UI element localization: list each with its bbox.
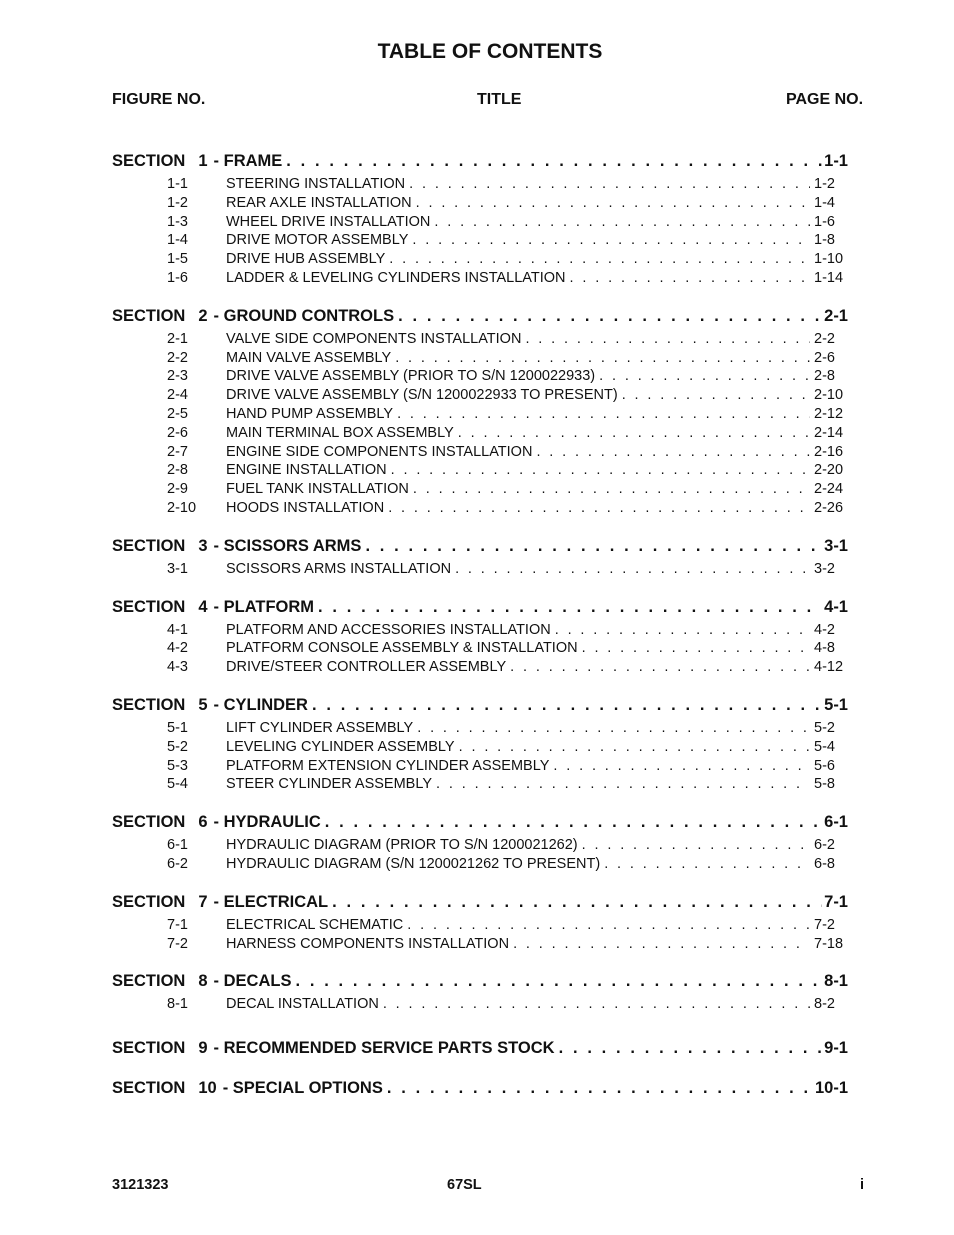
figure-page: 1-2: [814, 176, 835, 192]
section-name: - SPECIAL OPTIONS: [222, 1079, 383, 1098]
figure-title: DRIVE VALVE ASSEMBLY (S/N 1200022933 TO PRESENT): [226, 387, 618, 404]
dot-leader: [365, 537, 822, 556]
section-name: - SCISSORS ARMS: [213, 536, 362, 555]
figure-list: [112, 917, 848, 955]
dot-leader: [559, 1039, 823, 1058]
figure-number: 2-5: [167, 405, 188, 422]
figure-title: HARNESS COMPONENTS INSTALLATION: [226, 935, 510, 952]
figure-list: [112, 996, 848, 1015]
toc-section: [112, 307, 848, 519]
figure-entry[interactable]: [112, 331, 848, 350]
dot-leader: [389, 251, 810, 267]
figure-number: 2-1: [167, 330, 188, 347]
figure-title: STEERING INSTALLATION: [226, 176, 406, 192]
dot-leader: [398, 307, 822, 326]
section-label: SECTION: [112, 695, 186, 714]
figure-title: WHEEL DRIVE INSTALLATION: [226, 213, 431, 230]
figure-entry[interactable]: [112, 481, 848, 500]
figure-number: 2-3: [167, 368, 188, 385]
section-page: 6-1: [824, 813, 848, 832]
section-label: SECTION: [112, 1079, 186, 1098]
figure-entry[interactable]: [112, 462, 848, 481]
dot-leader: [412, 232, 810, 248]
dot-leader: [599, 368, 810, 384]
dot-leader: [325, 813, 822, 832]
figure-number: 2-10: [167, 499, 197, 516]
figure-entry[interactable]: [112, 232, 848, 251]
figure-page: 1-4: [814, 194, 835, 211]
figure-title: MAIN TERMINAL BOX ASSEMBLY: [226, 424, 454, 441]
toc-section: [112, 813, 848, 875]
figure-entry[interactable]: [112, 368, 848, 387]
dot-leader: [409, 176, 810, 192]
dot-leader: [395, 350, 810, 366]
figure-title: PLATFORM AND ACCESSORIES INSTALLATION: [226, 621, 551, 638]
figure-page: 4-12: [814, 659, 844, 676]
figure-title: PLATFORM EXTENSION CYLINDER ASSEMBLY: [226, 757, 550, 774]
section-heading[interactable]: [112, 537, 848, 559]
figure-number: 1-6: [167, 269, 188, 286]
figure-page: 5-4: [814, 738, 835, 755]
dot-leader: [413, 481, 810, 497]
section-heading[interactable]: [112, 307, 848, 329]
figure-entry[interactable]: [112, 659, 848, 678]
figure-page: 3-2: [814, 560, 835, 577]
figure-page: 2-14: [814, 424, 844, 441]
figure-entry[interactable]: [112, 500, 848, 519]
figure-page: 4-8: [814, 640, 835, 657]
figure-number: 5-4: [167, 776, 188, 793]
figure-page: 7-2: [814, 916, 835, 933]
figure-number: 1-5: [167, 251, 188, 268]
dot-leader: [455, 561, 810, 577]
figure-page: 2-16: [814, 443, 844, 460]
figure-entry[interactable]: [112, 176, 848, 195]
table-of-contents: [112, 152, 848, 1101]
figure-entry[interactable]: [112, 195, 848, 214]
dot-leader: [459, 739, 810, 755]
figure-entry[interactable]: [112, 640, 848, 659]
figure-number: 1-2: [167, 194, 188, 211]
figure-title: SCISSORS ARMS INSTALLATION: [226, 560, 452, 577]
section-number: 1: [198, 152, 208, 170]
figure-entry[interactable]: [112, 251, 848, 270]
figure-title: FUEL TANK INSTALLATION: [226, 481, 409, 498]
figure-page: 2-2: [814, 330, 835, 347]
figure-list: [112, 331, 848, 519]
section-number: 10: [198, 1079, 217, 1098]
figure-number: 8-1: [167, 996, 188, 1013]
dot-leader: [295, 972, 822, 991]
figure-page: 6-2: [814, 837, 835, 854]
figure-title: HOODS INSTALLATION: [226, 499, 385, 516]
figure-entry[interactable]: [112, 936, 848, 955]
dot-leader: [318, 598, 822, 617]
figure-page: 5-6: [814, 757, 835, 774]
dot-leader: [513, 936, 810, 952]
section-page: 5-1: [824, 695, 848, 714]
figure-number: 3-1: [167, 560, 188, 577]
section-heading[interactable]: [112, 152, 848, 174]
section-page: 8-1: [824, 972, 848, 991]
figure-number: 2-7: [167, 443, 188, 460]
dot-leader: [312, 696, 822, 715]
section-label: SECTION: [112, 813, 186, 832]
figure-page: 2-12: [814, 405, 844, 422]
section-number: 3: [198, 536, 208, 555]
dot-leader: [434, 214, 810, 230]
dot-leader: [388, 500, 810, 516]
figure-entry[interactable]: [112, 996, 848, 1015]
dot-leader: [407, 917, 810, 933]
dot-leader: [391, 462, 810, 478]
dot-leader: [510, 659, 810, 675]
toc-section: [112, 696, 848, 795]
figure-list: [112, 622, 848, 678]
figure-title: LIFT CYLINDER ASSEMBLY: [226, 719, 414, 736]
section-name: - ELECTRICAL: [213, 892, 329, 911]
section-label: SECTION: [112, 597, 186, 616]
section-heading[interactable]: [112, 893, 848, 915]
figure-title: ENGINE SIDE COMPONENTS INSTALLATION: [226, 443, 533, 460]
figure-page: 1-10: [814, 251, 844, 268]
figure-number: 4-2: [167, 640, 188, 657]
figure-page: 5-2: [814, 719, 835, 736]
figure-number: 4-3: [167, 659, 188, 676]
dot-leader: [570, 270, 810, 286]
figure-page: 1-14: [814, 269, 844, 286]
section-label: SECTION: [112, 536, 186, 555]
section-label: SECTION: [112, 306, 186, 325]
figure-title: HYDRAULIC DIAGRAM (S/N 1200021262 TO PRESENT): [226, 855, 601, 872]
figure-entry[interactable]: [112, 214, 848, 233]
figure-number: 2-8: [167, 462, 188, 479]
section-heading[interactable]: [112, 598, 848, 620]
figure-number: 7-2: [167, 935, 188, 952]
section-page: 2-1: [824, 306, 848, 325]
toc-section: [112, 152, 848, 289]
figure-entry[interactable]: [112, 406, 848, 425]
figure-number: 2-4: [167, 387, 188, 404]
dot-leader: [417, 720, 810, 736]
section-number: 8: [198, 972, 208, 991]
figure-entry[interactable]: [112, 622, 848, 641]
figure-page: 2-24: [814, 481, 844, 498]
toc-section: [112, 1079, 848, 1101]
figure-title: MAIN VALVE ASSEMBLY: [226, 349, 392, 366]
figure-number: 2-9: [167, 481, 188, 498]
section-heading[interactable]: [112, 696, 848, 718]
section-number: 2: [198, 306, 208, 325]
toc-section: [112, 537, 848, 580]
figure-entry[interactable]: [112, 270, 848, 289]
section-page: 4-1: [824, 597, 848, 616]
section-number: 4: [198, 597, 208, 616]
dot-leader: [582, 837, 810, 853]
figure-title: VALVE SIDE COMPONENTS INSTALLATION: [226, 330, 522, 347]
figure-entry[interactable]: [112, 776, 848, 795]
figure-entry[interactable]: [112, 917, 848, 936]
toc-section: [112, 893, 848, 955]
toc-section: [112, 1039, 848, 1061]
figure-number: 1-1: [167, 176, 188, 192]
section-number: 7: [198, 892, 208, 911]
figure-number: 4-1: [167, 621, 188, 638]
figure-entry[interactable]: [112, 350, 848, 369]
figure-title: LEVELING CYLINDER ASSEMBLY: [226, 738, 455, 755]
figure-title: PLATFORM CONSOLE ASSEMBLY & INSTALLATION: [226, 640, 578, 657]
footer-model: 67SL: [447, 1177, 482, 1193]
figure-page: 2-26: [814, 499, 844, 516]
figure-number: 6-2: [167, 855, 188, 872]
column-header-page: PAGE NO.: [786, 91, 864, 108]
figure-page: 1-6: [814, 213, 835, 230]
footer-page-number: i: [860, 1177, 865, 1193]
figure-entry[interactable]: [112, 739, 848, 758]
footer-doc-number: 3121323: [112, 1177, 169, 1193]
figure-entry[interactable]: [112, 837, 848, 856]
page-title: TABLE OF CONTENTS: [377, 40, 603, 63]
section-name: - PLATFORM: [213, 597, 315, 616]
section-number: 9: [198, 1039, 208, 1058]
dot-leader: [622, 387, 810, 403]
figure-title: REAR AXLE INSTALLATION: [226, 194, 412, 211]
dot-leader: [604, 856, 810, 872]
figure-entry[interactable]: [112, 856, 848, 875]
figure-title: DRIVE VALVE ASSEMBLY (PRIOR TO S/N 1200022933): [226, 368, 596, 385]
section-number: 6: [198, 813, 208, 832]
section-heading[interactable]: [112, 813, 848, 835]
dot-leader: [416, 195, 810, 211]
figure-number: 2-6: [167, 424, 188, 441]
toc-section: [112, 598, 848, 678]
section-name: - HYDRAULIC: [213, 813, 321, 832]
figure-list: [112, 837, 848, 875]
figure-number: 1-4: [167, 232, 188, 249]
section-name: - CYLINDER: [213, 695, 308, 714]
figure-title: DECAL INSTALLATION: [226, 996, 379, 1013]
figure-title: ELECTRICAL SCHEMATIC: [226, 916, 404, 933]
figure-number: 7-1: [167, 916, 188, 933]
figure-page: 6-8: [814, 855, 835, 872]
dot-leader: [286, 152, 822, 171]
figure-page: 2-8: [814, 368, 835, 385]
figure-page: 5-8: [814, 776, 835, 793]
section-name: - DECALS: [213, 972, 292, 991]
toc-section: [112, 972, 848, 1015]
figure-page: 2-6: [814, 349, 835, 366]
dot-leader: [436, 776, 810, 792]
section-label: SECTION: [112, 152, 186, 170]
section-name: - GROUND CONTROLS: [213, 306, 395, 325]
section-heading[interactable]: [112, 972, 848, 994]
figure-number: 6-1: [167, 837, 188, 854]
figure-page: 7-18: [814, 935, 844, 952]
figure-entry[interactable]: [112, 387, 848, 406]
figure-title: STEER CYLINDER ASSEMBLY: [226, 776, 433, 793]
section-page: 10-1: [814, 1079, 848, 1098]
figure-number: 5-1: [167, 719, 188, 736]
figure-entry[interactable]: [112, 444, 848, 463]
figure-page: 8-2: [814, 996, 835, 1013]
section-name: - RECOMMENDED SERVICE PARTS STOCK: [213, 1039, 555, 1058]
figure-page: 2-10: [814, 387, 844, 404]
dot-leader: [332, 893, 822, 912]
dot-leader: [397, 406, 810, 422]
section-page: 7-1: [824, 892, 848, 911]
dot-leader: [536, 444, 810, 460]
section-label: SECTION: [112, 972, 186, 991]
figure-title: HAND PUMP ASSEMBLY: [226, 405, 394, 422]
section-label: SECTION: [112, 1039, 186, 1058]
figure-entry[interactable]: [112, 758, 848, 777]
figure-list: [112, 720, 848, 795]
figure-page: 1-8: [814, 232, 835, 249]
figure-number: 1-3: [167, 213, 188, 230]
figure-entry[interactable]: [112, 720, 848, 739]
section-heading[interactable]: [112, 1039, 848, 1061]
figure-page: 4-2: [814, 621, 835, 638]
dot-leader: [553, 758, 810, 774]
dot-leader: [555, 622, 810, 638]
figure-page: 2-20: [814, 462, 844, 479]
figure-entry[interactable]: [112, 561, 848, 580]
figure-number: 5-2: [167, 738, 188, 755]
section-number: 5: [198, 695, 208, 714]
figure-title: ENGINE INSTALLATION: [226, 462, 387, 479]
section-page: 3-1: [824, 536, 848, 555]
figure-entry[interactable]: [112, 425, 848, 444]
dot-leader: [383, 996, 810, 1012]
section-label: SECTION: [112, 892, 186, 911]
figure-list: [112, 561, 848, 580]
section-page: 9-1: [824, 1039, 848, 1058]
column-header-title: TITLE: [477, 91, 522, 108]
dot-leader: [525, 331, 810, 347]
figure-title: DRIVE/STEER CONTROLLER ASSEMBLY: [226, 659, 507, 676]
section-name: - FRAME: [213, 152, 283, 170]
figure-number: 2-2: [167, 349, 188, 366]
figure-title: HYDRAULIC DIAGRAM (PRIOR TO S/N 1200021262): [226, 837, 578, 854]
figure-number: 5-3: [167, 757, 188, 774]
dot-leader: [387, 1079, 813, 1098]
dot-leader: [458, 425, 810, 441]
figure-title: DRIVE MOTOR ASSEMBLY: [226, 232, 409, 249]
section-page: 1-1: [824, 152, 848, 170]
figure-list: [112, 176, 848, 289]
dot-leader: [582, 640, 810, 656]
section-heading[interactable]: [112, 1079, 848, 1101]
figure-title: LADDER & LEVELING CYLINDERS INSTALLATION: [226, 269, 566, 286]
figure-title: DRIVE HUB ASSEMBLY: [226, 251, 386, 268]
column-header-figure: FIGURE NO.: [112, 91, 206, 108]
